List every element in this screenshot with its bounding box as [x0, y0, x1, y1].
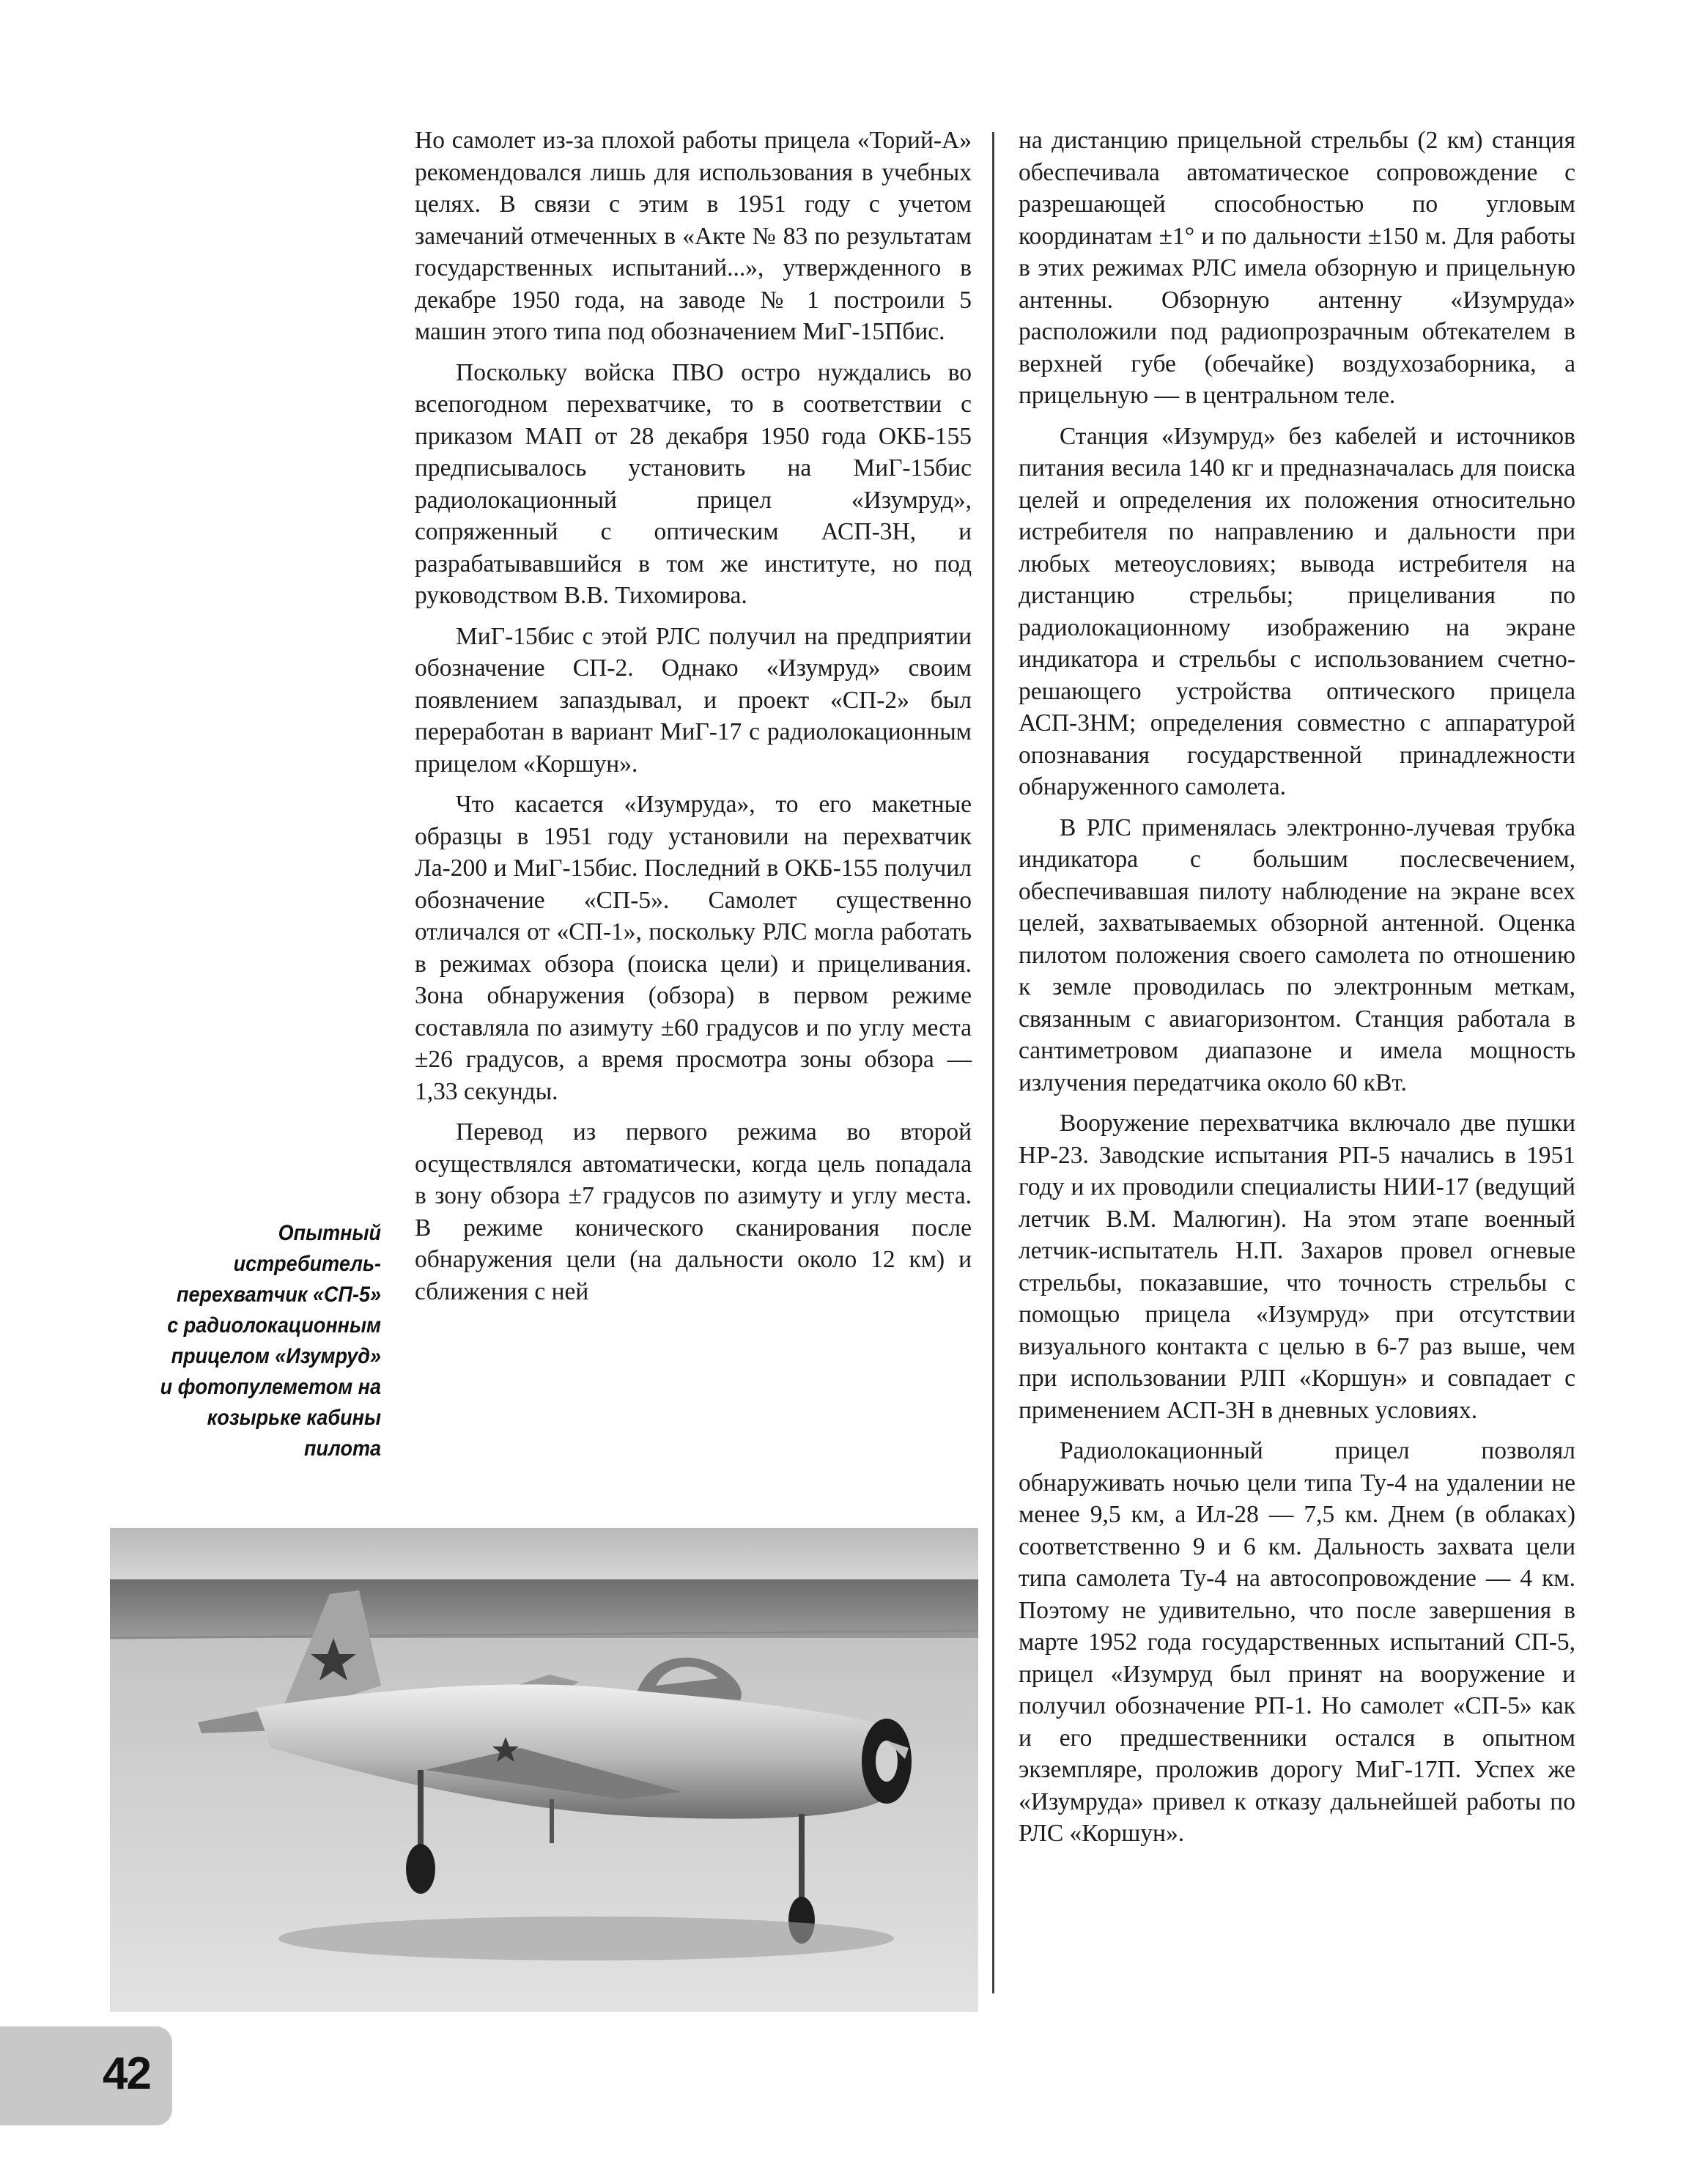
paragraph: В РЛС применялась электронно-лучевая трубка индикатора с большим послесвечением, обеспечивавшая пилоту наблюдение на экране всех целей, захватываемых обзорной антенной. Оценка пилотом положения своего самолета по отношению к земле проводилась по электронным меткам, связанным с авиагоризонтом. Станция работала в сантиметровом диапазоне и имела мощность излучения передатчика около 60 кВт.	[1019, 814, 1575, 1096]
text-column-left	[415, 125, 972, 1316]
caption-line: прицелом «Изумруд»	[171, 1344, 382, 1368]
paragraph: Поскольку войска ПВО остро нуждались во всепогодном перехватчике, то в соответствии с приказом МАП от 28 декабря 1950 года ОКБ-155 предписывалось установить на МиГ-15бис радиолокационный прицел «Изумруд», сопряженный с оптическим АСП-3Н, и разрабатывавшийся в том же институте, но под руководством В.В. Тихомирова.	[415, 358, 972, 609]
caption-line: и фотопулеметом на	[160, 1375, 381, 1399]
paragraph: Вооружение перехватчика включало две пушки НР-23. Заводские испытания РП-5 начались в 1951 году и их проводили специалисты НИИ-17 (ведущий летчик В.М. Малюгин). На этом этапе военный летчик-испытатель Н.П. Захаров провел огневые стрельбы, показавшие, что точность стрельбы с помощью прицела «Изумруд» при отсутствии визуального контакта с целью в 6-7 раз выше, чем при использовании РЛП «Коршун» и совпадает с применением АСП-3Н в дневных условиях.	[1019, 1110, 1575, 1424]
column-divider	[992, 132, 994, 1993]
paragraph: Что касается «Изумруда», то его макетные образцы в 1951 году установили на перехватчик Ла-200 и МиГ-15бис. Последний в ОКБ-155 получил обозначение «СП-5». Самолет существенно отличался от «СП-1», поскольку РЛС могла работать в режимах обзора (поиска цели) и прицеливания. Зона обнаружения (обзора) в первом режиме составляла по азимуту ±60 градусов и по углу места ±26 градусов, а время просмотра зоны обзора — 1,33 секунды.	[415, 791, 972, 1105]
paragraph: Но самолет из-за плохой работы прицела «Торий-А» рекомендовался лишь для использования в учебных целях. В связи с этим в 1951 году с учетом замечаний отмеченных в «Акте № 83 по результатам государственных испытаний...», утвержденного в декабре 1950 года, на заводе № 1 построили 5 машин этого типа под обозначением МиГ-15Пбис.	[415, 127, 972, 345]
caption-line: Опытный истребитель-	[233, 1221, 381, 1276]
caption-line: козырьке кабины пилота	[207, 1406, 381, 1461]
text-column-right	[1019, 125, 1575, 1859]
page-number: 42	[103, 2048, 150, 2099]
paragraph: на дистанцию прицельной стрельбы (2 км) станция обеспечивала автоматическое сопровождение с разрешающей способностью по угловым координатам ±1° и по дальности ±150 м. Для работы в этих режимах РЛС имела обзорную и прицельную антенны. Обзорную антенну «Изумруда» расположили под радиопрозрачным обтекателем в верхней губе (обечайке) воздухозаборника, а прицельную — в центральном теле.	[1019, 127, 1575, 409]
paragraph: Перевод из первого режима во второй осуществлялся автоматически, когда цель попадала в зону обзора ±7 градусов по азимуту и углу места. В режиме конического сканирования после обнаружения цели (на дальности около 12 км) и сближения с ней	[415, 1118, 972, 1305]
photo-caption	[137, 1218, 381, 1464]
paragraph: Радиолокационный прицел позволял обнаруживать ночью цели типа Ту-4 на удалении не менее 9,5 км, а Ил-28 — 7,5 км. Днем (в облаках) соответственно 9 и 6 км. Дальность захвата цели типа самолета Ту-4 на автосопровождение — 4 км. Поэтому не удивительно, что после завершения в марте 1952 года государственных испытаний СП-5, прицел «Изумруд был принят на вооружение и получил обозначение РП-1. Но самолет «СП-5» как и его предшественники остался в опытном экземпляре, проложив дорогу МиГ-17П. Успех же «Изумруда» привел к отказу дальнейшей работы по РЛС «Коршун».	[1019, 1437, 1575, 1847]
paragraph: МиГ-15бис с этой РЛС получил на предприятии обозначение СП-2. Однако «Изумруд» своим появлением запаздывал, и проект «СП-2» был переработан в вариант МиГ-17 с радиолокационным прицелом «Коршун».	[415, 622, 972, 778]
caption-line: с радиолокационным	[167, 1313, 381, 1338]
caption-line: перехватчик «СП-5»	[176, 1283, 381, 1307]
paragraph: Станция «Изумруд» без кабелей и источников питания весила 140 кг и предназначалась для поиска целей и определения их положения относительно истребителя по направлению и дальности при любых метеоусловиях; вывода истребителя на дистанцию стрельбы; прицеливания по радиолокационному изображению на экране индикатора и стрельбы с использованием счетно-решающего устройства оптического прицела АСП-3НМ; определения совместно с аппаратурой опознавания государственной принадлежности обнаруженного самолета.	[1019, 422, 1575, 800]
aircraft-photo	[110, 1528, 978, 2012]
jet-fighter-illustration	[110, 1528, 978, 2012]
